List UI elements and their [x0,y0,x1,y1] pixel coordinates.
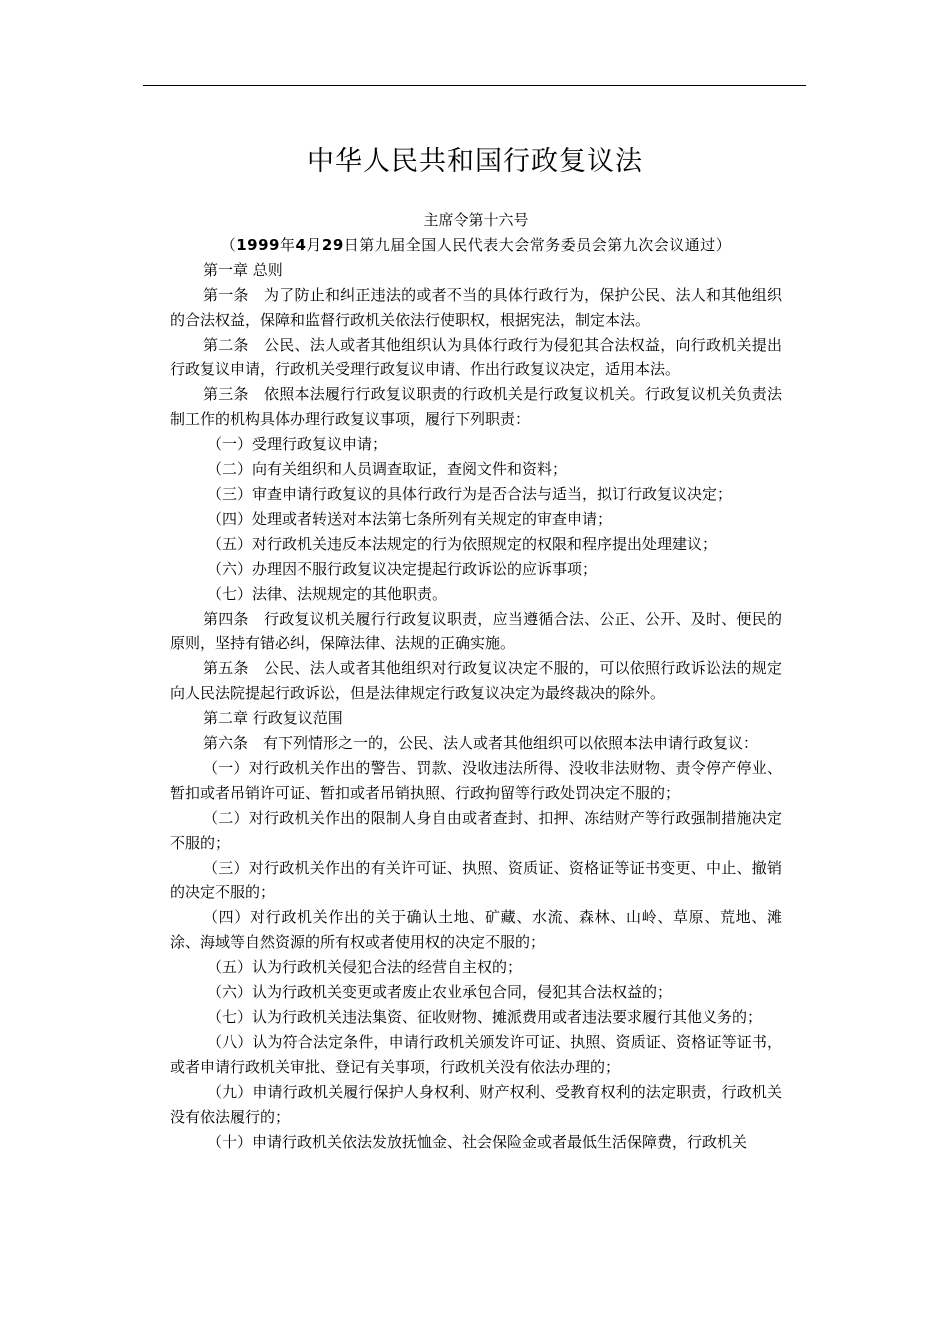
adoption-note: （1999年4月29日第九届全国人民代表大会常务委员会第九次会议通过） [220,235,732,254]
list-item: （十）申请行政机关依法发放抚恤金、社会保险金或者最低生活保障费，行政机关 [207,1132,748,1151]
list-item: （六）办理因不服行政复议决定提起行政诉讼的应诉事项； [207,559,598,578]
list-item: （八）认为符合法定条件，申请行政机关颁发许可证、执照、资质证、资格证等证书，或者申请行政机关审批、登记有关事项，行政机关没有依法办理的； [170,1032,782,1076]
order-number: 主席令第十六号 [423,211,529,229]
list-item: （一）对行政机关作出的警告、罚款、没收违法所得、没收非法财物、责令停产停业、暂扣或者吊销许可证、暂扣或者吊销执照、行政拘留等行政处罚决定不服的； [170,758,782,802]
list-item: （三）对行政机关作出的有关许可证、执照、资质证、资格证等证书变更、中止、撤销的决定不服的； [170,858,782,902]
list-item: （七）认为行政机关违法集资、征收财物、摊派费用或者违法要求履行其他义务的； [207,1008,763,1026]
list-item: （三）审查申请行政复议的具体行政行为是否合法与适当，拟订行政复议决定； [207,484,733,503]
list-item: （五）对行政机关违反本法规定的行为依照规定的权限和程序提出处理建议； [207,534,718,553]
list-item: （四）对行政机关作出的关于确认土地、矿藏、水流、森林、山岭、草原、荒地、滩涂、海域等自然资源的所有权或者使用权的决定不服的； [170,908,782,952]
chapter-heading: 第一章 总则 [203,260,283,279]
list-item: （二）对行政机关作出的限制人身自由或者查封、扣押、冻结财产等行政强制措施决定不服的； [170,808,782,852]
document-body [170,208,782,1154]
list-item: （五）认为行政机关侵犯合法的经营自主权的； [207,958,523,977]
article-2: 第二条 公民、法人或者其他组织认为具体行政行为侵犯其合法权益，向行政机关提出行政复议申请，行政机关受理行政复议申请、作出行政复议决定，适用本法。 [170,335,782,379]
list-item: （六）认为行政机关变更或者废止农业承包合同，侵犯其合法权益的； [207,983,673,1002]
list-item: （七）法律、法规规定的其他职责。 [207,584,448,603]
list-item: （四）处理或者转送对本法第七条所列有关规定的审查申请； [207,509,613,528]
article-6: 第六条 有下列情形之一的，公民、法人或者其他组织可以依照本法申请行政复议： [203,734,759,753]
chapter-heading: 第二章 行政复议范围 [203,709,343,728]
document-title: 中华人民共和国行政复议法 [307,146,643,177]
article-5: 第五条 公民、法人或者其他组织对行政复议决定不服的，可以依照行政诉讼法的规定向人民法院提起行政诉讼，但是法律规定行政复议决定为最终裁决的除外。 [170,659,782,703]
list-item: （二）向有关组织和人员调查取证，查阅文件和资料； [207,460,568,479]
header-rule [143,85,806,86]
article-4: 第四条 行政复议机关履行行政复议职责，应当遵循合法、公正、公开、及时、便民的原则，坚持有错必纠，保障法律、法规的正确实施。 [170,609,782,653]
article-3: 第三条 依照本法履行行政复议职责的行政机关是行政复议机关。行政复议机关负责法制工作的机构具体办理行政复议事项，履行下列职责： [170,385,782,429]
list-item: （九）申请行政机关履行保护人身权利、财产权利、受教育权利的法定职责，行政机关没有依法履行的； [170,1082,782,1126]
list-item: （一）受理行政复议申请； [207,435,388,454]
article-1: 第一条 为了防止和纠正违法的或者不当的具体行政行为，保护公民、法人和其他组织的合法权益，保障和监督行政机关依法行使职权，根据宪法，制定本法。 [170,285,782,329]
